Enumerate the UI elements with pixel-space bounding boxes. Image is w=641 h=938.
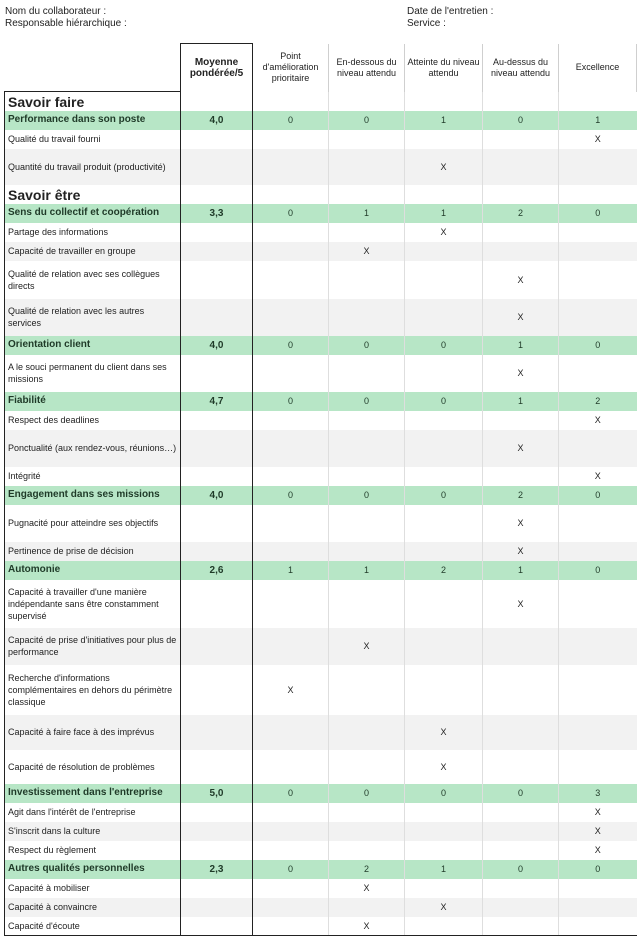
point-amelioration-cell: 0: [287, 396, 293, 406]
criterion-label: Intégrité: [5, 467, 181, 486]
moyenne-cell: [181, 299, 253, 336]
criterion-label: Quantité du travail produit (productivité): [5, 149, 181, 185]
excellence-cell: [559, 580, 637, 628]
excellence-cell: [559, 542, 637, 561]
moyenne-cell: [181, 542, 253, 561]
criterion-label: Pertinence de prise de décision: [5, 542, 181, 561]
au-dessus-cell: [483, 185, 559, 204]
au-dessus-cell: X: [483, 355, 559, 392]
atteinte-cell: [405, 411, 483, 430]
au-dessus-cell: [483, 898, 559, 917]
group-row: [5, 392, 637, 411]
au-dessus-cell: X: [483, 299, 559, 336]
en-dessous-cell: [329, 411, 405, 430]
point-amelioration-cell: [253, 917, 329, 936]
col-header-excellence: Excellence: [559, 44, 637, 92]
en-dessous-cell: 0: [329, 111, 405, 130]
excellence-cell: [559, 628, 637, 665]
excellence-cell: [559, 505, 637, 542]
atteinte-cell: [405, 355, 483, 392]
atteinte-cell: 0: [405, 336, 483, 355]
au-dessus-cell: [483, 879, 559, 898]
col-header-au-dessus: Au-dessus du niveau attendu: [483, 44, 559, 92]
excellence-cell: [559, 149, 637, 185]
group-label: Sens du collectif et coopération: [5, 204, 181, 223]
criterion-row: [5, 467, 637, 486]
au-dessus-cell: 1: [483, 392, 559, 411]
group-row: [5, 204, 637, 223]
criterion-label: Agit dans l'intérêt de l'entreprise: [5, 803, 181, 822]
criterion-row: [5, 130, 637, 149]
en-dessous-cell: [329, 841, 405, 860]
en-dessous-cell: 1: [329, 204, 405, 223]
moyenne-cell: [181, 467, 253, 486]
point-amelioration-cell: [253, 355, 329, 392]
moyenne-cell: [181, 917, 253, 936]
header-empty-cell: [5, 44, 181, 92]
moyenne-cell: [181, 898, 253, 917]
point-amelioration-cell: [253, 803, 329, 822]
criterion-label: A le souci permanent du client dans ses missions: [5, 355, 181, 392]
point-amelioration-cell: 0: [287, 864, 293, 874]
excellence-cell: X: [559, 841, 637, 860]
criterion-label: Capacité à convaincre: [5, 898, 181, 917]
criterion-label: Qualité de relation avec les autres services: [5, 299, 181, 336]
criterion-label: Capacité à travailler d'une manière indépendante sans être constamment supervisé: [5, 580, 181, 628]
en-dessous-cell: [329, 542, 405, 561]
criterion-row: [5, 917, 637, 936]
moyenne-cell: [181, 628, 253, 665]
au-dessus-cell: 1: [483, 336, 559, 355]
group-label: Performance dans son poste: [5, 111, 181, 130]
criterion-label: Capacité de prise d'initiatives pour plus de performance: [5, 628, 181, 665]
excellence-cell: X: [559, 130, 637, 149]
criterion-row: [5, 628, 637, 665]
en-dessous-cell: X: [329, 242, 405, 261]
criterion-label: Partage des informations: [5, 223, 181, 242]
table-header-row: [5, 44, 637, 92]
col-header-en-dessous: En-dessous du niveau attendu: [329, 44, 405, 92]
criterion-row: [5, 242, 637, 261]
au-dessus-cell: [483, 242, 559, 261]
point-amelioration-cell: [253, 92, 329, 111]
au-dessus-cell: 0: [483, 111, 559, 130]
au-dessus-cell: [483, 149, 559, 185]
criterion-row: [5, 750, 637, 784]
col-header-atteinte: Atteinte du niveau attendu: [405, 44, 483, 92]
au-dessus-cell: [483, 223, 559, 242]
criterion-label: Qualité de relation avec ses collègues directs: [5, 261, 181, 299]
en-dessous-cell: [329, 92, 405, 111]
group-row: [5, 111, 637, 130]
category-row: [5, 185, 637, 204]
group-label: Orientation client: [5, 336, 181, 355]
moyenne-cell: 4,0: [181, 486, 253, 505]
point-amelioration-cell: [253, 411, 329, 430]
point-amelioration-cell: [253, 223, 329, 242]
moyenne-cell: 4,7: [181, 392, 253, 411]
atteinte-cell: 1: [405, 111, 483, 130]
point-amelioration-cell: [253, 149, 329, 185]
au-dessus-cell: X: [483, 580, 559, 628]
moyenne-cell: [181, 242, 253, 261]
col-header-moyenne: Moyenne pondérée/5: [181, 44, 253, 92]
en-dessous-cell: [329, 299, 405, 336]
atteinte-cell: [405, 92, 483, 111]
en-dessous-cell: 0: [329, 486, 405, 505]
atteinte-cell: X: [405, 898, 483, 917]
au-dessus-cell: X: [483, 430, 559, 467]
en-dessous-cell: 2: [329, 860, 405, 879]
point-amelioration-cell: 0: [287, 490, 293, 500]
criterion-row: [5, 898, 637, 917]
au-dessus-cell: [483, 628, 559, 665]
excellence-cell: 0: [559, 204, 637, 223]
au-dessus-cell: X: [483, 261, 559, 299]
criterion-row: [5, 430, 637, 467]
excellence-cell: [559, 430, 637, 467]
criterion-label: S'inscrit dans la culture: [5, 822, 181, 841]
en-dessous-cell: [329, 149, 405, 185]
moyenne-cell: 5,0: [181, 784, 253, 803]
point-amelioration-cell: [253, 261, 329, 299]
moyenne-cell: [181, 185, 253, 204]
criterion-row: [5, 149, 637, 185]
criterion-row: [5, 879, 637, 898]
en-dessous-cell: [329, 185, 405, 204]
excellence-cell: X: [559, 822, 637, 841]
en-dessous-cell: 0: [329, 784, 405, 803]
au-dessus-cell: [483, 715, 559, 750]
atteinte-cell: [405, 467, 483, 486]
atteinte-cell: [405, 803, 483, 822]
moyenne-cell: [181, 411, 253, 430]
point-amelioration-cell: [253, 430, 329, 467]
criterion-label: Capacité d'écoute: [5, 917, 181, 936]
criterion-row: [5, 841, 637, 860]
atteinte-cell: 0: [405, 486, 483, 505]
au-dessus-cell: 0: [483, 784, 559, 803]
excellence-cell: 3: [559, 784, 637, 803]
criterion-row: [5, 665, 637, 715]
criterion-label: Qualité du travail fourni: [5, 130, 181, 149]
moyenne-cell: 2,3: [181, 860, 253, 879]
point-amelioration-cell: [253, 822, 329, 841]
atteinte-cell: [405, 185, 483, 204]
atteinte-cell: X: [405, 750, 483, 784]
atteinte-cell: X: [405, 715, 483, 750]
excellence-cell: 2: [559, 392, 637, 411]
atteinte-cell: [405, 130, 483, 149]
en-dessous-cell: [329, 822, 405, 841]
excellence-cell: [559, 185, 637, 204]
moyenne-cell: [181, 505, 253, 542]
en-dessous-cell: 0: [329, 392, 405, 411]
atteinte-cell: [405, 261, 483, 299]
excellence-cell: 0: [559, 561, 637, 580]
col-header-point-amelioration: Point d'amélioration prioritaire: [253, 44, 329, 92]
header-date-entretien: Date de l'entretien :: [407, 6, 494, 17]
excellence-cell: [559, 898, 637, 917]
au-dessus-cell: 1: [483, 561, 559, 580]
moyenne-cell: 2,6: [181, 561, 253, 580]
moyenne-cell: [181, 430, 253, 467]
criterion-label: Capacité à faire face à des imprévus: [5, 715, 181, 750]
atteinte-cell: 1: [405, 204, 483, 223]
category-row: [5, 92, 637, 111]
atteinte-cell: [405, 505, 483, 542]
excellence-cell: [559, 355, 637, 392]
en-dessous-cell: [329, 130, 405, 149]
point-amelioration-cell: X: [287, 684, 294, 695]
moyenne-cell: [181, 92, 253, 111]
criterion-row: [5, 580, 637, 628]
criterion-label: Capacité de résolution de problèmes: [5, 750, 181, 784]
moyenne-cell: [181, 715, 253, 750]
en-dessous-cell: X: [329, 917, 405, 936]
atteinte-cell: 0: [405, 392, 483, 411]
en-dessous-cell: [329, 580, 405, 628]
point-amelioration-cell: [253, 299, 329, 336]
excellence-cell: [559, 750, 637, 784]
evaluation-table: [4, 43, 637, 936]
en-dessous-cell: X: [329, 879, 405, 898]
criterion-label: Respect des deadlines: [5, 411, 181, 430]
excellence-cell: [559, 261, 637, 299]
criterion-label: Capacité à mobiliser: [5, 879, 181, 898]
atteinte-cell: X: [405, 149, 483, 185]
en-dessous-cell: [329, 505, 405, 542]
moyenne-cell: [181, 130, 253, 149]
criterion-row: [5, 715, 637, 750]
group-label: Fiabilité: [5, 392, 181, 411]
category-label: Savoir faire: [5, 92, 181, 111]
en-dessous-cell: [329, 803, 405, 822]
point-amelioration-cell: 0: [287, 340, 293, 350]
atteinte-cell: 2: [405, 561, 483, 580]
group-label: Autres qualités personnelles: [5, 860, 181, 879]
au-dessus-cell: [483, 411, 559, 430]
en-dessous-cell: X: [329, 628, 405, 665]
point-amelioration-cell: [253, 130, 329, 149]
category-label: Savoir être: [5, 185, 181, 204]
excellence-cell: X: [559, 467, 637, 486]
point-amelioration-cell: [253, 879, 329, 898]
atteinte-cell: [405, 242, 483, 261]
criterion-row: [5, 505, 637, 542]
point-amelioration-cell: [253, 185, 329, 204]
atteinte-cell: [405, 628, 483, 665]
moyenne-cell: [181, 750, 253, 784]
criterion-row: [5, 299, 637, 336]
moyenne-cell: 3,3: [181, 204, 253, 223]
group-row: [5, 784, 637, 803]
point-amelioration-cell: 1: [287, 565, 293, 575]
moyenne-cell: [181, 665, 253, 715]
excellence-cell: [559, 299, 637, 336]
au-dessus-cell: 0: [483, 860, 559, 879]
moyenne-cell: [181, 822, 253, 841]
en-dessous-cell: [329, 898, 405, 917]
au-dessus-cell: [483, 750, 559, 784]
criterion-row: [5, 542, 637, 561]
atteinte-cell: 0: [405, 784, 483, 803]
excellence-cell: 0: [559, 860, 637, 879]
criterion-row: [5, 261, 637, 299]
header-service: Service :: [407, 18, 446, 29]
group-label: Engagement dans ses missions: [5, 486, 181, 505]
excellence-cell: [559, 92, 637, 111]
atteinte-cell: [405, 879, 483, 898]
atteinte-cell: [405, 542, 483, 561]
au-dessus-cell: [483, 822, 559, 841]
excellence-cell: 1: [559, 111, 637, 130]
group-row: [5, 561, 637, 580]
excellence-cell: 0: [559, 336, 637, 355]
en-dessous-cell: [329, 665, 405, 715]
en-dessous-cell: [329, 715, 405, 750]
excellence-cell: [559, 223, 637, 242]
excellence-cell: X: [559, 803, 637, 822]
au-dessus-cell: X: [483, 542, 559, 561]
group-row: [5, 486, 637, 505]
table-body: [5, 92, 637, 936]
au-dessus-cell: 2: [483, 204, 559, 223]
au-dessus-cell: [483, 130, 559, 149]
moyenne-cell: [181, 149, 253, 185]
en-dessous-cell: [329, 750, 405, 784]
criterion-label: Recherche d'informations complémentaires en dehors du périmètre classique: [5, 665, 181, 715]
au-dessus-cell: 2: [483, 486, 559, 505]
criterion-row: [5, 411, 637, 430]
moyenne-cell: [181, 841, 253, 860]
point-amelioration-cell: [253, 628, 329, 665]
group-label: Investissement dans l'entreprise: [5, 784, 181, 803]
en-dessous-cell: 0: [329, 336, 405, 355]
criterion-row: [5, 803, 637, 822]
excellence-cell: [559, 665, 637, 715]
atteinte-cell: [405, 822, 483, 841]
au-dessus-cell: [483, 92, 559, 111]
moyenne-cell: 4,0: [181, 336, 253, 355]
criterion-label: Ponctualité (aux rendez-vous, réunions…): [5, 430, 181, 467]
au-dessus-cell: [483, 803, 559, 822]
moyenne-cell: [181, 803, 253, 822]
point-amelioration-cell: 0: [287, 788, 293, 798]
point-amelioration-cell: [253, 841, 329, 860]
atteinte-cell: 1: [405, 860, 483, 879]
header-collaborateur: Nom du collaborateur :: [5, 6, 107, 17]
group-label: Automonie: [5, 561, 181, 580]
atteinte-cell: [405, 299, 483, 336]
group-row: [5, 336, 637, 355]
criterion-row: [5, 355, 637, 392]
moyenne-cell: [181, 355, 253, 392]
au-dessus-cell: [483, 665, 559, 715]
atteinte-cell: [405, 580, 483, 628]
criterion-label: Pugnacité pour atteindre ses objectifs: [5, 505, 181, 542]
atteinte-cell: [405, 841, 483, 860]
atteinte-cell: X: [405, 223, 483, 242]
point-amelioration-cell: [253, 715, 329, 750]
point-amelioration-cell: [253, 580, 329, 628]
au-dessus-cell: [483, 917, 559, 936]
group-row: [5, 860, 637, 879]
point-amelioration-cell: [253, 542, 329, 561]
point-amelioration-cell: [253, 505, 329, 542]
point-amelioration-cell: [253, 898, 329, 917]
en-dessous-cell: [329, 430, 405, 467]
criterion-row: [5, 223, 637, 242]
en-dessous-cell: [329, 223, 405, 242]
excellence-cell: [559, 715, 637, 750]
criterion-label: Capacité de travailler en groupe: [5, 242, 181, 261]
moyenne-cell: [181, 580, 253, 628]
point-amelioration-cell: [253, 242, 329, 261]
header-responsable: Responsable hiérarchique :: [5, 18, 127, 29]
point-amelioration-cell: [253, 467, 329, 486]
excellence-cell: [559, 242, 637, 261]
moyenne-cell: [181, 261, 253, 299]
point-amelioration-cell: [253, 750, 329, 784]
point-amelioration-cell: 0: [287, 115, 293, 125]
atteinte-cell: [405, 665, 483, 715]
excellence-cell: [559, 879, 637, 898]
excellence-cell: 0: [559, 486, 637, 505]
excellence-cell: [559, 917, 637, 936]
criterion-label: Respect du règlement: [5, 841, 181, 860]
moyenne-cell: [181, 879, 253, 898]
point-amelioration-cell: 0: [287, 208, 293, 218]
au-dessus-cell: [483, 841, 559, 860]
en-dessous-cell: [329, 355, 405, 392]
atteinte-cell: [405, 430, 483, 467]
moyenne-cell: [181, 223, 253, 242]
en-dessous-cell: 1: [329, 561, 405, 580]
moyenne-cell: 4,0: [181, 111, 253, 130]
atteinte-cell: [405, 917, 483, 936]
en-dessous-cell: [329, 261, 405, 299]
en-dessous-cell: [329, 467, 405, 486]
au-dessus-cell: X: [483, 505, 559, 542]
au-dessus-cell: [483, 467, 559, 486]
excellence-cell: X: [559, 411, 637, 430]
criterion-row: [5, 822, 637, 841]
